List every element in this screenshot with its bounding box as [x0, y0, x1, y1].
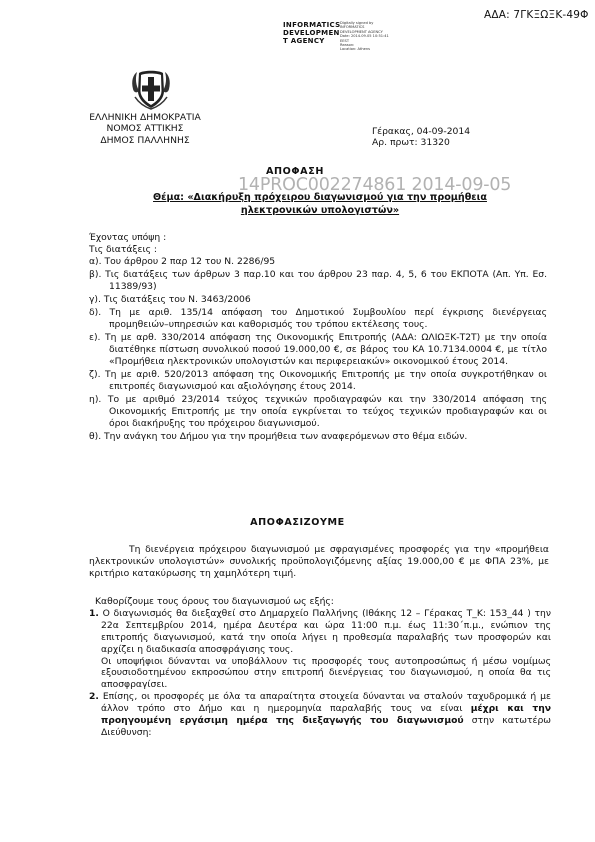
document-id-watermark: 14PROC002274861 2014-09-05 [238, 175, 512, 195]
issuer-line: ΔΗΜΟΣ ΠΑΛΛΗΝΗΣ [100, 134, 190, 146]
date-protocol-block [372, 126, 470, 149]
issuer-block [85, 112, 205, 146]
term-item-1 [89, 608, 551, 656]
intro-line: Έχοντας υπόψη : [89, 232, 167, 243]
issuer-line: ΝΟΜΟΣ ΑΤΤΙΚΗΣ [106, 123, 184, 135]
term-item-2 [89, 691, 551, 739]
document-title: ΑΠΟΦΑΣΗ [266, 166, 324, 177]
term-text: στην κατωτέρω Διεύθυνση: [101, 715, 551, 738]
signature-line: EEST [340, 38, 350, 43]
term-emphasis: μέχρι και την προηγουμένη εργάσιμη ημέρα της διεξαγωγής του διαγωνισμού [101, 703, 552, 727]
protocol-number: Αρ. πρωτ: 31320 [372, 137, 450, 149]
consideration-item: ζ). Τη με αριθ. 520/2013 απόφαση της Οικονομικής Επιτροπής με την οποία συγκροτήθηκαν οι επιτροπές διαγωνισμού και αξιολόγησης έτους 2014. [89, 368, 547, 392]
greek-emblem-icon [129, 67, 173, 111]
consideration-item: γ). Τις διατάξεις του Ν. 3463/2006 [89, 293, 251, 305]
term-text: Ο διαγωνισμός θα διεξαχθεί στο Δημαρχείο Παλλήνης (Ιθάκης 12 – Γέρακας Τ_Κ: 153_44 ) την 22α Σεπτεμβρίου 2014, ημέρα Δευτέρα και ώρα 11:00 π.μ. έως 11:30΄π.μ., ενώπιον της επιτροπής διαγωνισμού, κατά την οποία λήγει η προθεσμία παραλαβής των προσφορών και αρχίζει η διαδικασία αποσφράγισης τους. [101, 607, 552, 655]
document-date: Γέρακας, 04-09-2014 [372, 126, 471, 137]
stamp-line: T AGENCY [283, 37, 325, 45]
term-continuation: Οι υποψήφιοι δύνανται να υποβάλλουν τις προσφορές τους αυτοπροσώπως ή μέσω νομίμως εξουσιοδοτημένου εκπροσώπου στην επιτροπή διενέργειας του διαγωνισμού, η οποία θα τις αποσφραγίσει. [101, 655, 551, 691]
consideration-item: α). Του άρθρου 2 παρ 12 του Ν. 2286/95 [89, 255, 276, 267]
stamp-line: DEVELOPMEN [283, 29, 340, 37]
term-number: 2. [89, 691, 99, 703]
consideration-item: ε). Τη με αρθ. 330/2014 απόφαση της Οικονομικής Επιτροπής (ΑΔΑ: ΩΛΙΩΞΚ-Τ2Τ) με την οποία διατέθηκε πίστωση συνολικού ποσού 19.000,00 €, σε βάρος του ΚΑ 10.7134.0004 €, με τίτλο «Προμήθεια ηλεκτρονικών υπολογιστών και περιφερειακών» οικονομικού έτους 2014. [89, 332, 547, 367]
decision-heading: ΑΠΟΦΑΣΙΖΟΥΜΕ [250, 517, 345, 528]
decision-text: Τη διενέργεια πρόχειρου διαγωνισμού με σφραγισμένες προσφορές για την «προμήθεια ηλεκτρονικών υπολογιστών» συνολικής προϋπολογιζόμενης αξίας 19.000,00 € με ΦΠΑ 23%, με κριτήριο κατακύρωσης τη χαμηλότερη τιμή. [89, 544, 549, 579]
signature-line: DEVELOPMENT AGENCY [340, 29, 383, 34]
signature-line: Date: 2014.09.05 10:51:41 [340, 34, 389, 39]
signature-line: Reason: [340, 43, 355, 48]
signature-line: Digitally signed by [340, 21, 374, 25]
intro-line: Τις διατάξεις : [89, 243, 158, 255]
considerations-section [89, 232, 547, 444]
ada-code: ΑΔΑ: 7ΓΚΞΩΞΚ-49Φ [484, 9, 589, 21]
decision-paragraph [89, 544, 549, 580]
terms-intro: Καθορίζουμε τους όρους του διαγωνισμού ως εξής: [95, 596, 334, 607]
issuer-line: ΕΛΛΗΝΙΚΗ ΔΗΜΟΚΡΑΤΙΑ [89, 112, 201, 123]
consideration-item: β). Τις διατάξεις των άρθρων 3 παρ.10 και του άρθρου 23 παρ. 4, 5, 6 του ΕΚΠΟΤΑ (Απ. Υπ. Εσ. 11389/93) [89, 268, 547, 292]
term-text: Επίσης, οι προσφορές με όλα τα απαραίτητα στοιχεία δύνανται να σταλούν ταχυδρομικά ή με άλλον τρόπο στο Δήμο και η ημερομηνία παραλαβής τους να είναι [101, 691, 551, 715]
signature-line: INFORMATICS [340, 25, 365, 30]
consideration-item: η). Το με αριθμό 23/2014 τεύχος τεχνικών προδιαγραφών και την 330/2014 απόφαση της Οικονομικής Επιτροπής με την οποία εγκρίνεται το τεύχος τεχνικών προδιαγραφών και οι όροι διακήρυξης του πρόχειρου διαγωνισμού. [89, 393, 547, 429]
signature-line: Location: Athens [340, 47, 370, 52]
subject-line: ηλεκτρονικών υπολογιστών» [240, 205, 400, 216]
term-number: 1. [89, 607, 99, 619]
terms-section [89, 596, 551, 739]
consideration-item: δ). Τη με αριθ. 135/14 απόφαση του Δημοτικού Συμβουλίου περί έγκρισης διενέργειας προμηθειών–υπηρεσιών και καθορισμός του τρόπου εκτέλεσης τους. [89, 307, 547, 330]
stamp-line: INFORMATICS [283, 21, 341, 29]
subject-line: Θέμα: «Διακήρυξη πρόχειρου διαγωνισμού για την προμήθεια [153, 192, 487, 203]
signature-details [340, 21, 389, 52]
consideration-item: θ). Την ανάγκη του Δήμου για την προμήθεια των αναφερόμενων στο θέμα ειδών. [89, 430, 468, 442]
